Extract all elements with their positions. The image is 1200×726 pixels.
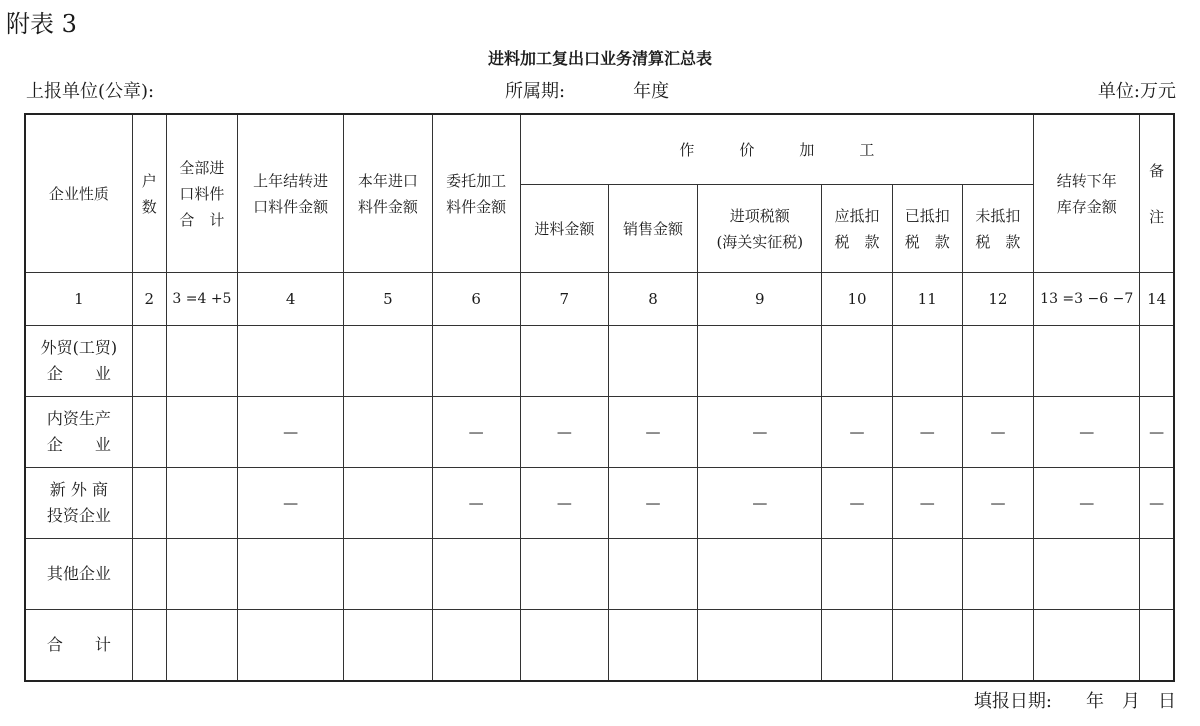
period-year: 年度 [633, 81, 670, 102]
table-cell [520, 539, 608, 610]
header-deducted-tax-line-2: 税 款 [904, 232, 950, 251]
table-cell: — [1140, 468, 1174, 539]
document-title: 进料加工复出口业务清算汇总表 [487, 49, 712, 68]
fill-date-month: 月 [1122, 691, 1140, 712]
unit-label: 单位:万元 [1097, 81, 1176, 102]
column-number: 7 [520, 273, 608, 326]
row-label [25, 610, 132, 682]
table-cell: — [892, 397, 962, 468]
header-current-year-import-line-2: 料件金额 [357, 197, 418, 216]
header-current-year-import-line-1: 本年进口 [357, 171, 418, 190]
table-cell [344, 610, 432, 682]
table-cell: — [1140, 397, 1174, 468]
fill-date-year: 年 [1086, 691, 1104, 712]
table-cell: — [822, 397, 892, 468]
header-enterprise-type: 企业性质 [25, 114, 132, 273]
header-households [132, 114, 166, 273]
header-input-tax-line-2: (海关实征税) [716, 232, 804, 251]
table-cell: — [520, 397, 608, 468]
column-number: 4 [238, 273, 344, 326]
table-cell [1140, 539, 1174, 610]
table-cell [1034, 610, 1140, 682]
data-rows [25, 326, 1174, 682]
row-label-line: 企 业 [46, 364, 111, 383]
column-number: 9 [698, 273, 822, 326]
row-label [25, 397, 132, 468]
header-prev-year-carryover-line-1: 上年结转进 [253, 171, 329, 190]
table-cell [166, 397, 237, 468]
table-cell [166, 539, 237, 610]
header-undeducted-tax [962, 185, 1033, 273]
table-cell [432, 326, 520, 397]
table-cell [166, 326, 237, 397]
reporting-unit-label: 上报单位(公章): [26, 81, 155, 102]
table-cell [344, 539, 432, 610]
header-households-line-2: 数 [141, 197, 157, 216]
table-cell: — [432, 468, 520, 539]
table-cell: — [608, 468, 697, 539]
column-number-row [25, 273, 1174, 326]
row-label-line: 合 计 [46, 635, 111, 654]
column-number: 3 =4 +5 [166, 273, 237, 326]
table-cell [344, 468, 432, 539]
row-label-line: 其他企业 [46, 564, 111, 583]
table-cell: — [892, 468, 962, 539]
period-field [505, 78, 669, 106]
table-cell [822, 539, 892, 610]
header-input-tax-line-1: 进项税额 [729, 206, 790, 225]
table-cell [962, 610, 1033, 682]
table-cell [132, 326, 166, 397]
table-cell [962, 326, 1033, 397]
table-cell [892, 539, 962, 610]
row-label [25, 468, 132, 539]
header-remarks-line-2: 注 [1149, 207, 1165, 226]
table-cell [1034, 326, 1140, 397]
column-number: 5 [344, 273, 432, 326]
header-undeducted-tax-line-1: 未抵扣 [975, 206, 1021, 225]
row-label [25, 326, 132, 397]
header-undeducted-tax-line-2: 税 款 [975, 232, 1021, 251]
table-row [25, 610, 1174, 682]
table-cell: — [962, 468, 1033, 539]
column-number: 13 =3 −6 −7 [1034, 273, 1140, 326]
header-total-imported-line-3: 合 计 [179, 210, 225, 229]
table-cell [166, 610, 237, 682]
row-label-line: 外贸(工贸) [40, 338, 118, 357]
table-cell: — [1034, 468, 1140, 539]
table-cell [698, 539, 822, 610]
table-cell [238, 539, 344, 610]
annex-label: 附表 3 [6, 10, 77, 38]
fill-date [974, 688, 1176, 716]
column-number: 6 [432, 273, 520, 326]
table-cell: — [698, 468, 822, 539]
table-cell [1140, 326, 1174, 397]
header-deductible-tax [822, 185, 892, 273]
table-cell: — [520, 468, 608, 539]
table-cell: — [238, 397, 344, 468]
header-entrusted-processing-line-1: 委托加工 [446, 171, 507, 190]
table-cell [238, 326, 344, 397]
table-cell: — [608, 397, 697, 468]
header-carryforward-inventory-line-1: 结转下年 [1056, 171, 1117, 190]
column-number: 1 [25, 273, 132, 326]
fill-date-label: 填报日期: [973, 691, 1052, 712]
table-cell [238, 610, 344, 682]
table-cell [608, 539, 697, 610]
row-label-line: 内资生产 [46, 409, 111, 428]
row-label-line: 投资企业 [46, 506, 111, 525]
column-number: 8 [608, 273, 697, 326]
header-priced-processing-group: 作 价 加 工 [520, 114, 1033, 185]
clearing-summary-table [24, 113, 1175, 682]
table-cell [132, 397, 166, 468]
header-deducted-tax-line-1: 已抵扣 [904, 206, 950, 225]
column-number: 11 [892, 273, 962, 326]
header-input-tax [698, 185, 822, 273]
row-label-line: 新 外 商 [49, 480, 108, 499]
table-cell [608, 610, 697, 682]
header-deductible-tax-line-2: 税 款 [834, 232, 880, 251]
table-cell [166, 468, 237, 539]
table-row [25, 468, 1174, 539]
column-number: 12 [962, 273, 1033, 326]
header-total-imported [166, 114, 237, 273]
table-cell: — [822, 468, 892, 539]
table-cell [432, 610, 520, 682]
column-number: 10 [822, 273, 892, 326]
table-cell [892, 326, 962, 397]
header-remarks [1140, 114, 1174, 273]
table-cell [1034, 539, 1140, 610]
fill-date-day: 日 [1158, 691, 1176, 712]
table-cell [608, 326, 697, 397]
table-cell [892, 610, 962, 682]
header-carryforward-inventory-line-2: 库存金额 [1056, 197, 1117, 216]
column-number: 2 [132, 273, 166, 326]
table-cell [344, 397, 432, 468]
table-cell [698, 610, 822, 682]
table-cell: — [698, 397, 822, 468]
table-cell [132, 539, 166, 610]
table-cell: — [1034, 397, 1140, 468]
header-deducted-tax [892, 185, 962, 273]
table-cell [1140, 610, 1174, 682]
header-entrusted-processing-line-2: 料件金额 [446, 197, 507, 216]
row-label-line: 企 业 [46, 435, 111, 454]
header-households-line-1: 户 [141, 171, 157, 190]
column-number: 14 [1140, 273, 1174, 326]
table-cell: — [238, 468, 344, 539]
row-label [25, 539, 132, 610]
table-cell [132, 468, 166, 539]
table-row [25, 326, 1174, 397]
header-remarks-line-1: 备 [1149, 161, 1165, 180]
table-cell: — [432, 397, 520, 468]
table-cell [698, 326, 822, 397]
header-carryforward-inventory [1034, 114, 1140, 273]
table-cell [344, 326, 432, 397]
header-total-imported-line-2: 口料件 [179, 184, 225, 203]
header-entrusted-processing [432, 114, 520, 273]
table-cell: — [962, 397, 1033, 468]
table-cell [822, 610, 892, 682]
header-prev-year-carryover-line-2: 口料件金额 [253, 197, 329, 216]
table-row [25, 397, 1174, 468]
table-cell [432, 539, 520, 610]
table-cell [520, 610, 608, 682]
header-current-year-import [344, 114, 432, 273]
header-sales-amount: 销售金额 [608, 185, 697, 273]
table-cell [822, 326, 892, 397]
header-import-amount: 进料金额 [520, 185, 608, 273]
table-cell [520, 326, 608, 397]
table-row [25, 539, 1174, 610]
header-deductible-tax-line-1: 应抵扣 [834, 206, 880, 225]
header-prev-year-carryover [238, 114, 344, 273]
header-total-imported-line-1: 全部进 [179, 158, 225, 177]
table-cell [132, 610, 166, 682]
table-cell [962, 539, 1033, 610]
period-label: 所属期: [505, 81, 566, 102]
